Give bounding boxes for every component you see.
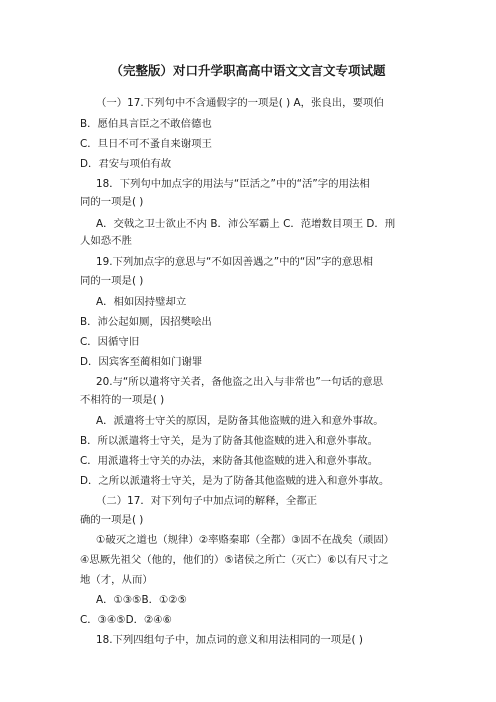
text-line: 18．下列句中加点字的用法与“臣活之”中的“活”字的用法相 bbox=[96, 178, 370, 190]
text-line: C．用派遣将士守关的办法，来防备其他盗贼的进入和意外事故。 bbox=[80, 455, 379, 467]
text-line: D．君安与项伯有故 bbox=[80, 158, 172, 170]
text-line: B．愿伯具言臣之不敢倍德也 bbox=[80, 118, 212, 130]
text-line: D．因宾客至蔺相如门谢罪 bbox=[80, 356, 203, 368]
text-line: C．因循守旧 bbox=[80, 336, 140, 348]
text-line: 19.下列加点字的意思与“不如因善遇之”中的“因”字的意思相 bbox=[96, 256, 374, 268]
text-line: 20.与“所以遣将守关者，备他盗之出入与非常也”一句话的意思 bbox=[96, 376, 384, 388]
text-line: A．交戟之卫士欲止不内 B．沛公军霸上 C．范增数目项王 D．刑 bbox=[96, 218, 396, 230]
text-line: ④思厥先祖父（他的，他们的）⑤诸侯之所亡（灭亡）⑥以有尺寸之 bbox=[80, 554, 389, 566]
text-line: B．所以派遣将士守关，是为了防备其他盗贼的进入和意外事故。 bbox=[80, 435, 379, 447]
text-line: （二）17．对下列句子中加点词的解释，全都正 bbox=[96, 495, 318, 507]
text-line: 确的一项是( ) bbox=[80, 514, 144, 526]
text-line: A．派遣将士守关的原因，是防备其他盗贼的进入和意外事故。 bbox=[96, 415, 384, 427]
text-line: A．相如因持璧却立 bbox=[96, 296, 187, 308]
text-line: 不相符的一项是( ) bbox=[80, 394, 165, 406]
text-line: B．沛公起如厕，因招樊哙出 bbox=[80, 316, 212, 328]
text-line: 地（才，从而） bbox=[80, 574, 153, 586]
text-line: A．①③⑤B．①②⑤ bbox=[96, 594, 187, 606]
text-line: C．旦日不可不蚤自来谢项王 bbox=[80, 138, 212, 150]
text-line: 18.下列四组句子中，加点词的意义和用法相同的一项是( ) bbox=[96, 634, 363, 646]
page-title: （完整版）对口升学职高高中语文文言文专项试题 bbox=[110, 63, 386, 78]
text-line: 人如恐不胜 bbox=[80, 235, 132, 247]
text-line: C．③④⑤D．②④⑥ bbox=[80, 614, 172, 626]
text-line: 同的一项是( ) bbox=[80, 275, 144, 287]
text-line: （一）17.下列句中不含通假字的一项是( ) A，张良出，要项伯 bbox=[96, 97, 384, 109]
text-line: D．之所以派遣将士守关，是为了防备其他盗贼的进入和意外事故。 bbox=[80, 475, 390, 487]
text-line: 同的一项是( ) bbox=[80, 196, 144, 208]
text-line: ①破灭之道也（规律）②率赂秦耶（全都）③固不在战矣（顽固） bbox=[96, 534, 395, 546]
